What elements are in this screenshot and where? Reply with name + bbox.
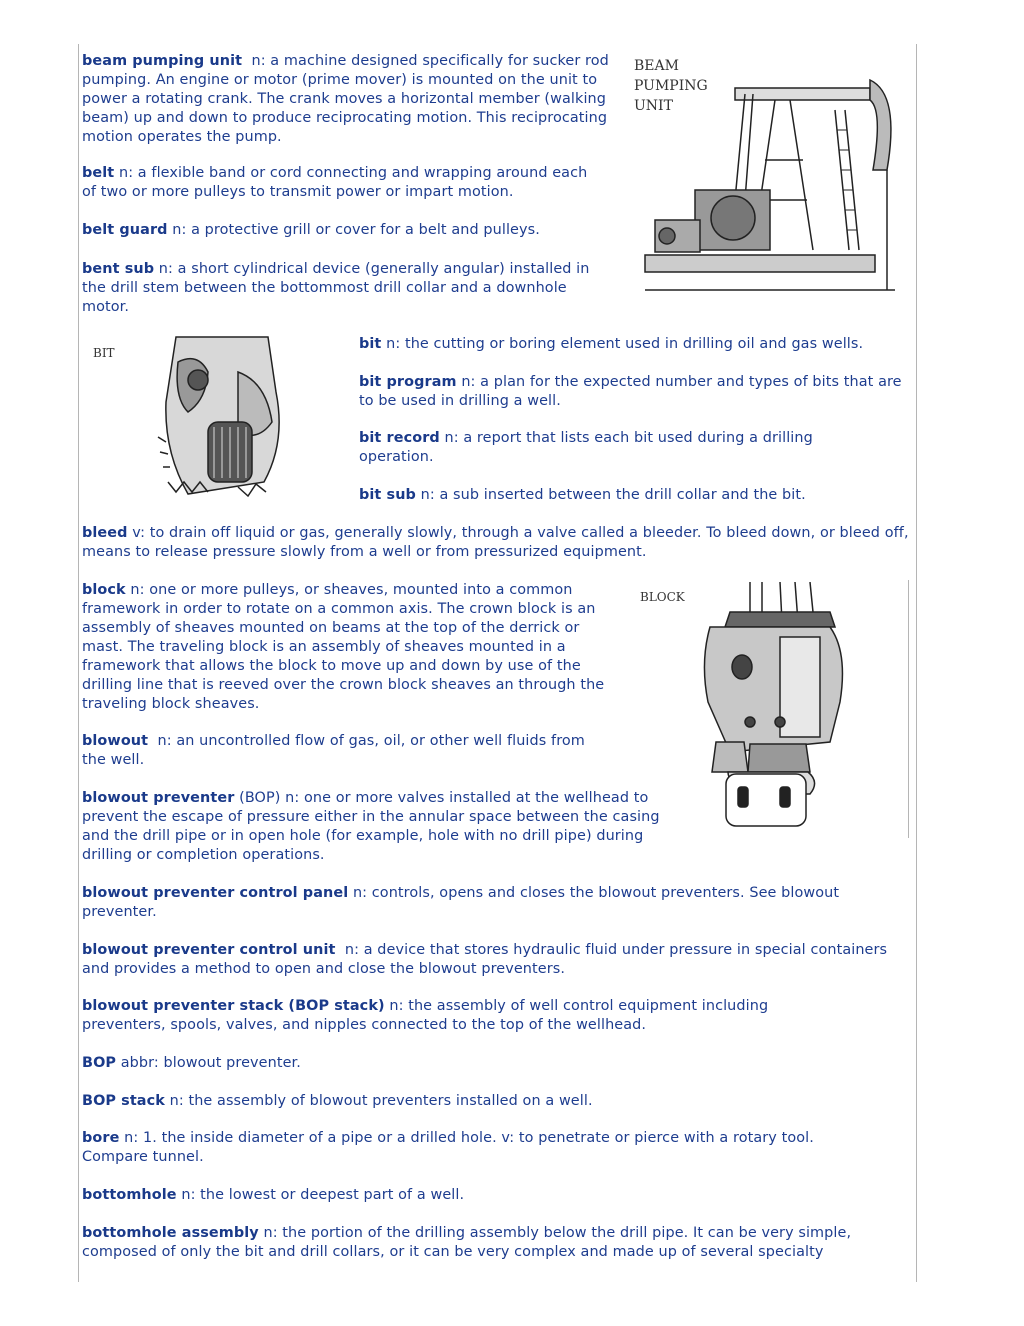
- glossary-entry: [82, 1186, 912, 1205]
- glossary-entry: [82, 1092, 912, 1111]
- drill-bit-figure: [88, 332, 300, 502]
- drill-bit-illustration: [88, 332, 300, 502]
- glossary-definition: n: a machine designed specifically for sucker rod pumping. An engine or motor (prime mover) is mounted on the unit to power a rotating crank. The crank moves a horizontal member (walking beam) up and down to produce reciprocating motion. This reciprocating motion operates the pump.: [82, 53, 609, 145]
- glossary-definition: v: to drain off liquid or gas, generally slowly, through a valve called a bleeder. To bleed down, or bleed off, means to release pressure slowly from a well or from pressurized equipment.: [82, 525, 909, 560]
- glossary-definition: n: a report that lists each bit used during a drilling operation.: [359, 430, 813, 465]
- glossary-term: blowout preventer control panel: [82, 885, 349, 901]
- glossary-term: bit: [359, 336, 382, 352]
- glossary-entry: [82, 581, 624, 714]
- glossary-term: bit record: [359, 430, 440, 446]
- glossary-term: bottomhole: [82, 1187, 177, 1203]
- glossary-definition: n: a plan for the expected number and types of bits that are to be used in drilling a well.: [359, 374, 902, 409]
- glossary-term: BOP stack: [82, 1093, 165, 1109]
- glossary-entry: [82, 221, 622, 240]
- glossary-definition: n: a protective grill or cover for a belt and pulleys.: [172, 222, 540, 238]
- figure-caption: BLOCK: [640, 590, 685, 604]
- glossary-definition: n: a flexible band or cord connecting and wrapping around each of two or more pulleys to transmit power or impart motion.: [82, 165, 588, 200]
- figure-caption: BEAM: [634, 58, 679, 74]
- glossary-entry: [82, 941, 912, 979]
- glossary-entry: [82, 164, 602, 202]
- glossary-term: bottomhole assembly: [82, 1225, 259, 1241]
- glossary-entry: [359, 486, 915, 505]
- glossary-term: blowout preventer stack (BOP stack): [82, 998, 385, 1014]
- glossary-definition: n: one or more pulleys, or sheaves, mounted into a common framework in order to rotate on a common axis. The crown block is an assembly of sheaves mounted on beams at the top of the derrick or mast. The traveling block is an assembly of sheaves mounted in a framework that allows the block to move up and down by use of the drilling line that is reeved over the crown block sheaves an through the traveling block sheaves.: [82, 582, 605, 712]
- glossary-definition: n: the assembly of well control equipment including preventers, spools, valves, and nipples connected to the top of the wellhead.: [82, 998, 769, 1033]
- glossary-entry: [82, 1129, 882, 1167]
- glossary-entry: [82, 1054, 912, 1073]
- glossary-term: BOP: [82, 1055, 117, 1071]
- glossary-entry: [82, 52, 618, 147]
- glossary-entry: [82, 997, 852, 1035]
- glossary-definition: n: a short cylindrical device (generally angular) installed in the drill stem between the bottommost drill collar and a downhole motor.: [82, 261, 590, 315]
- traveling-block-figure: [630, 582, 900, 834]
- glossary-term: block: [82, 582, 126, 598]
- traveling-block-illustration: [630, 582, 900, 834]
- glossary-entry: [359, 429, 859, 467]
- glossary-term: beam pumping unit: [82, 53, 243, 69]
- glossary-entry: [82, 260, 618, 317]
- glossary-entry: [82, 884, 912, 922]
- glossary-entry: [82, 732, 602, 770]
- right-border-rule: [916, 44, 917, 1282]
- glossary-term: belt guard: [82, 222, 168, 238]
- glossary-entry: [359, 373, 915, 411]
- glossary-term: blowout preventer: [82, 790, 235, 806]
- glossary-entry: [359, 335, 915, 354]
- glossary-definition: (BOP) n: one or more valves installed at the wellhead to prevent the escape of pressure either in the annular space between the casing and the drill pipe or in open hole (for example, hole with no drill pipe) during drilling or completion operations.: [82, 790, 660, 863]
- beam-pumping-unit-figure: [625, 50, 907, 300]
- block-figure-rule: [908, 580, 909, 838]
- glossary-definition: n: a device that stores hydraulic fluid under pressure in special containers and provides a method to open and close the blowout preventers.: [82, 942, 888, 977]
- glossary-term: bore: [82, 1130, 120, 1146]
- glossary-definition: n: 1. the inside diameter of a pipe or a drilled hole. v: to penetrate or pierce with a rotary tool. Compare tunnel.: [82, 1130, 814, 1165]
- glossary-definition: n: a sub inserted between the drill collar and the bit.: [420, 487, 806, 503]
- glossary-term: bit sub: [359, 487, 416, 503]
- figure-caption: UNIT: [634, 98, 673, 114]
- left-border-rule: [78, 44, 79, 1282]
- glossary-term: blowout: [82, 733, 149, 749]
- glossary-term: bit program: [359, 374, 457, 390]
- glossary-definition: n: the assembly of blowout preventers installed on a well.: [169, 1093, 593, 1109]
- beam-pumping-unit-illustration: [625, 50, 907, 300]
- glossary-definition: n: the lowest or deepest part of a well.: [181, 1187, 465, 1203]
- glossary-entry: [82, 524, 912, 562]
- glossary-term: blowout preventer control unit: [82, 942, 336, 958]
- glossary-definition: n: the cutting or boring element used in drilling oil and gas wells.: [386, 336, 864, 352]
- glossary-definition: n: the portion of the drilling assembly below the drill pipe. It can be very simple, composed of only the bit and drill collars, or it can be very complex and made up of several specialty: [82, 1225, 852, 1260]
- figure-caption: PUMPING: [634, 78, 708, 94]
- glossary-definition: abbr: blowout preventer.: [120, 1055, 301, 1071]
- glossary-term: belt: [82, 165, 115, 181]
- glossary-term: bleed: [82, 525, 128, 541]
- glossary-entry: [82, 789, 662, 865]
- glossary-entry: [82, 1224, 912, 1262]
- figure-caption: BIT: [93, 346, 115, 360]
- glossary-term: bent sub: [82, 261, 155, 277]
- glossary-definition: n: an uncontrolled flow of gas, oil, or other well fluids from the well.: [82, 733, 585, 768]
- glossary-definition: n: controls, opens and closes the blowout preventers. See blowout preventer.: [82, 885, 840, 920]
